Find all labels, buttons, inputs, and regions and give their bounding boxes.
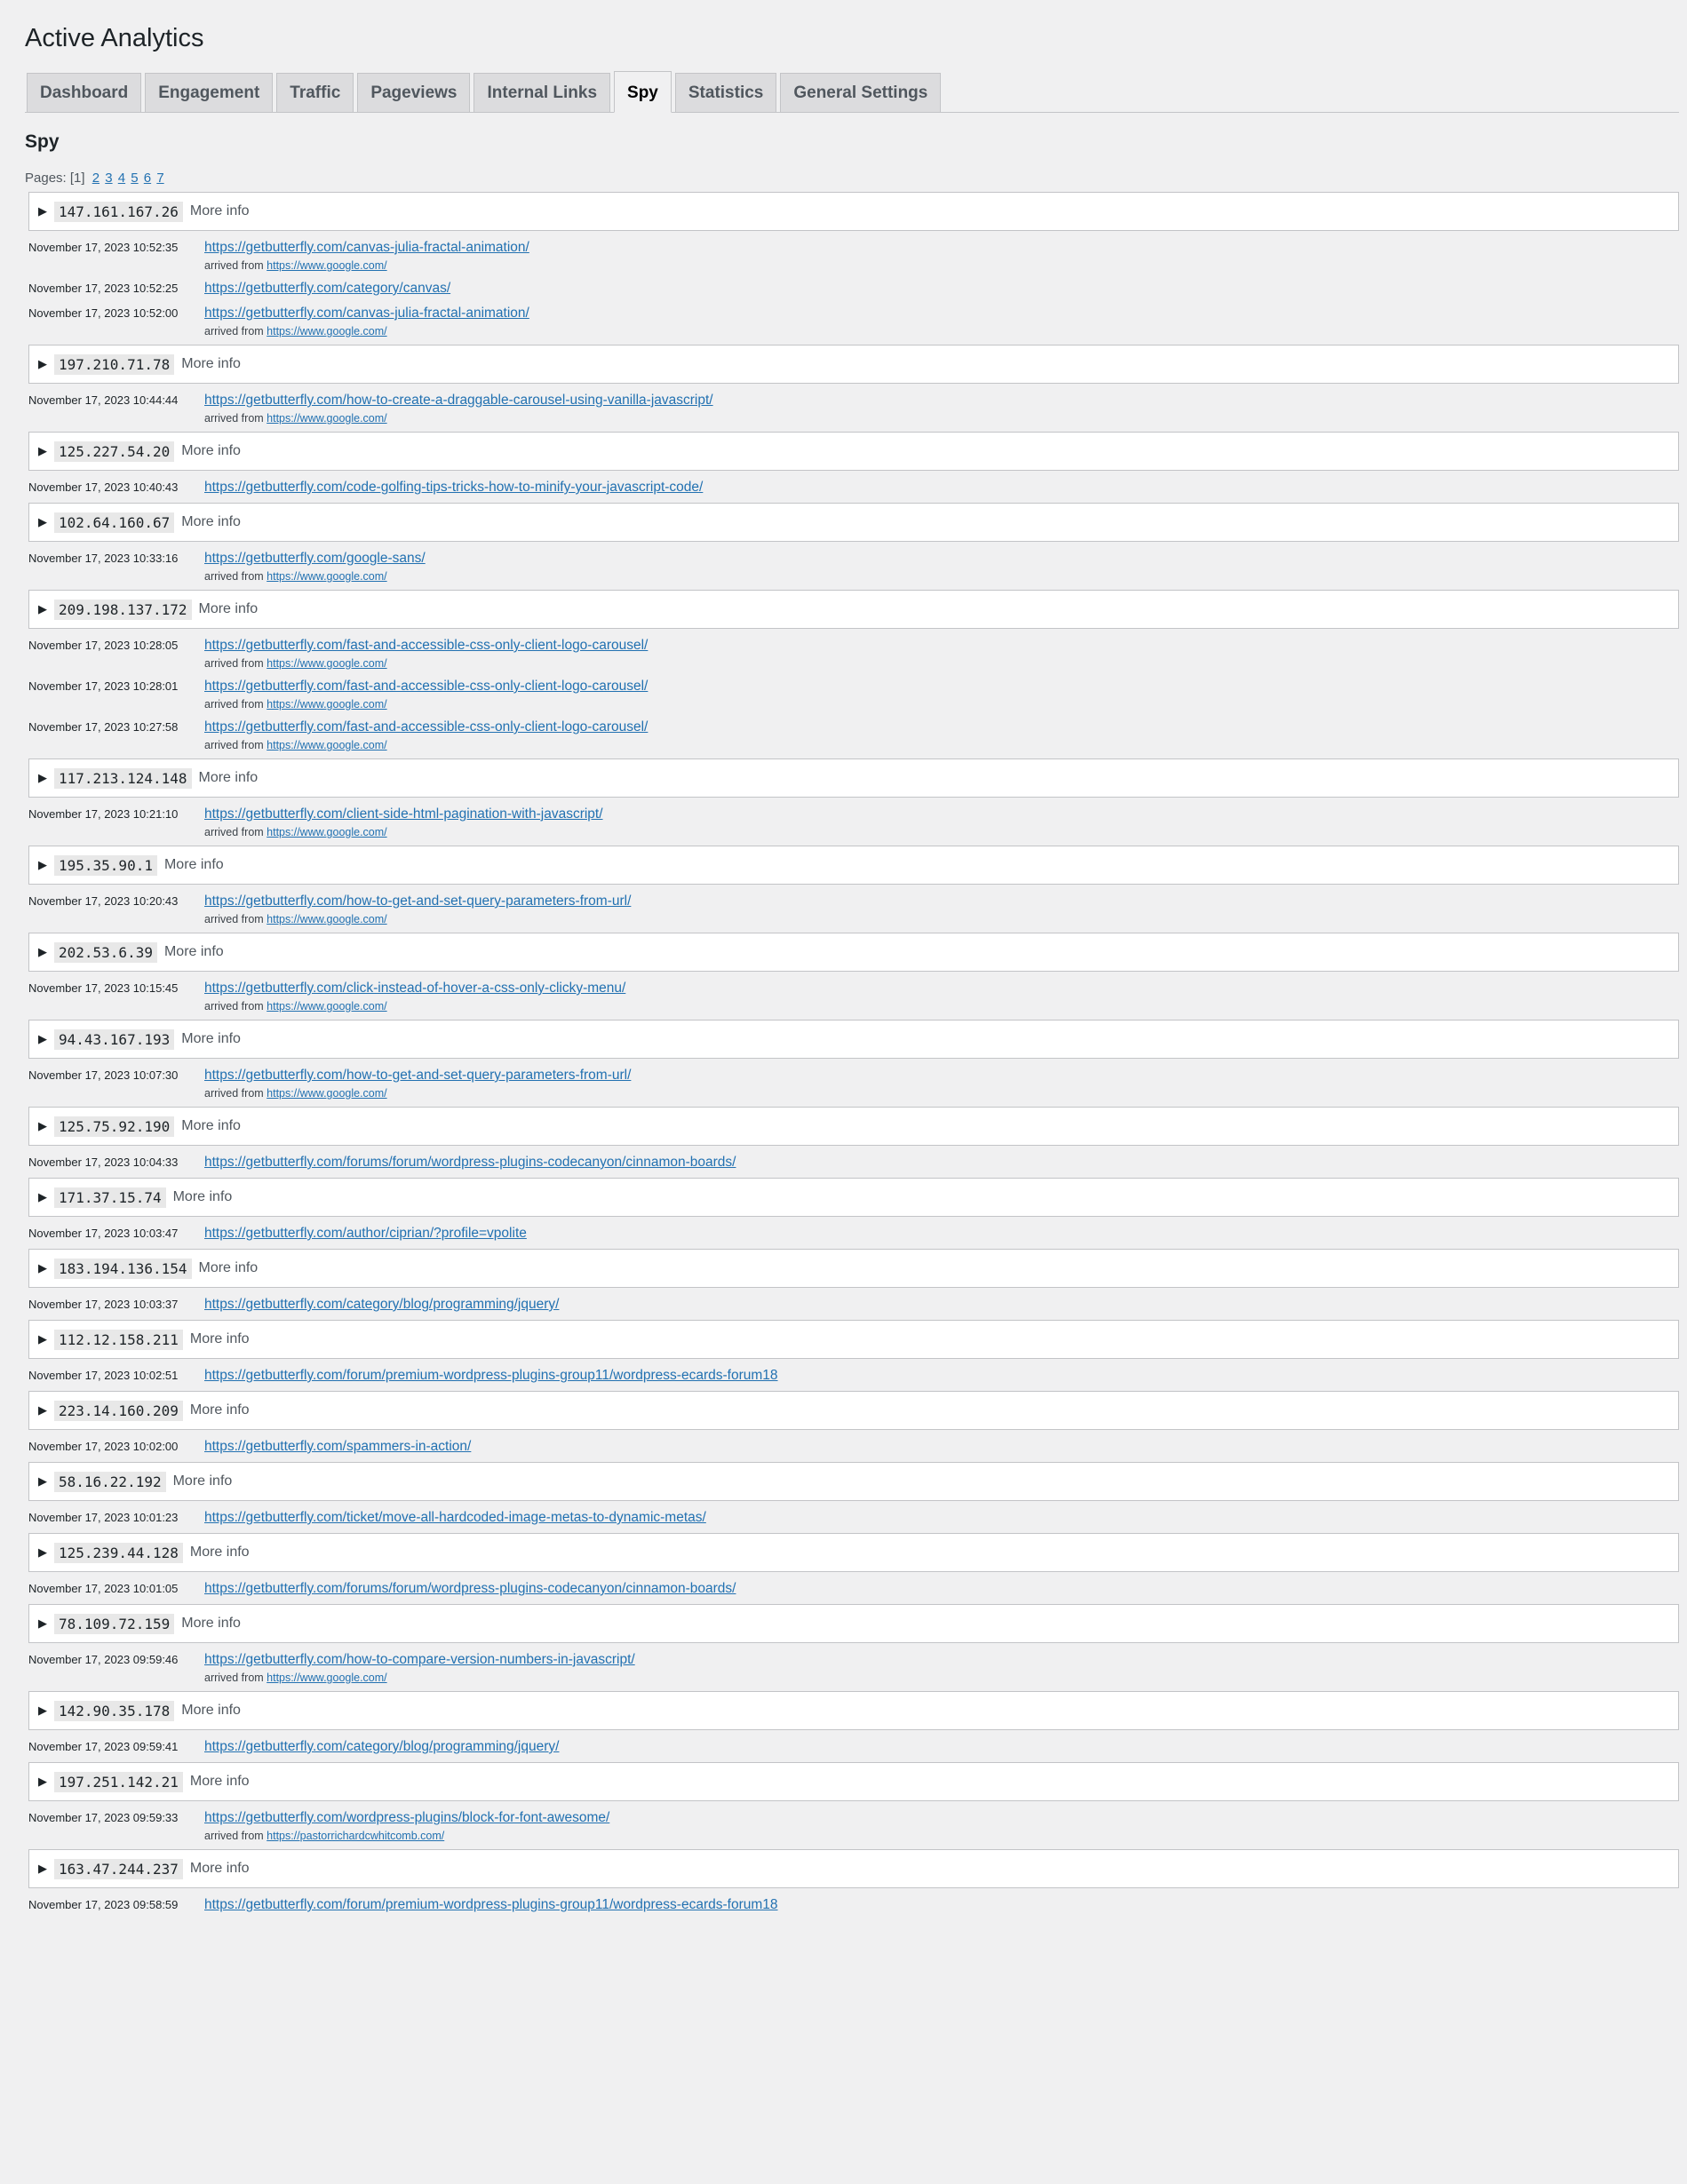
pagination-page-link[interactable]: 7 bbox=[156, 171, 164, 186]
pageview-row bbox=[25, 1295, 1679, 1314]
pagination bbox=[25, 171, 1679, 187]
visitor-summary-toggle[interactable] bbox=[28, 345, 1679, 384]
more-info-label: More info bbox=[198, 601, 259, 616]
visitor-summary-toggle[interactable] bbox=[28, 1020, 1679, 1059]
disclosure-triangle-icon: ▶ bbox=[38, 1775, 47, 1788]
pageview-row bbox=[25, 1737, 1679, 1757]
pageview-detail bbox=[204, 1808, 1679, 1844]
tab-internal-links[interactable]: Internal Links bbox=[473, 73, 610, 112]
pageview-row bbox=[25, 979, 1679, 1014]
pageview-timestamp: November 17, 2023 10:07:30 bbox=[28, 1068, 179, 1082]
pageview-detail bbox=[204, 718, 1679, 753]
referrer-line bbox=[204, 323, 1679, 339]
pageview-row bbox=[25, 238, 1679, 274]
referrer-link[interactable]: https://www.google.com/ bbox=[267, 698, 387, 711]
more-info-label: More info bbox=[181, 514, 241, 529]
disclosure-triangle-icon: ▶ bbox=[38, 1862, 47, 1875]
pageview-detail bbox=[204, 805, 1679, 840]
disclosure-triangle-icon: ▶ bbox=[38, 1032, 47, 1045]
referrer-link[interactable]: https://www.google.com/ bbox=[267, 1672, 387, 1684]
more-info-label: More info bbox=[189, 1402, 250, 1418]
visitor-summary-toggle[interactable] bbox=[28, 503, 1679, 542]
visitor-ip: 202.53.6.39 bbox=[54, 942, 157, 963]
pageview-row bbox=[25, 892, 1679, 927]
pageview-url-link[interactable]: https://getbutterfly.com/how-to-compare-version-numbers-in-javascript/ bbox=[204, 1652, 635, 1667]
pageview-detail bbox=[204, 1737, 1679, 1757]
more-info-label: More info bbox=[189, 203, 250, 218]
visitor-list bbox=[25, 192, 1679, 1915]
arrived-from-label: arrived from bbox=[204, 1830, 267, 1842]
visitor-ip: 102.64.160.67 bbox=[54, 512, 174, 533]
referrer-line bbox=[204, 824, 1679, 840]
visitor-ip: 125.227.54.20 bbox=[54, 441, 174, 462]
referrer-link[interactable]: https://www.google.com/ bbox=[267, 325, 387, 338]
disclosure-triangle-icon: ▶ bbox=[38, 1704, 47, 1717]
more-info-label: More info bbox=[163, 857, 224, 872]
visitor-ip: 171.37.15.74 bbox=[54, 1187, 166, 1208]
pageview-detail bbox=[204, 636, 1679, 671]
visitor-summary-toggle[interactable] bbox=[28, 1249, 1679, 1288]
pageview-row bbox=[25, 1437, 1679, 1457]
visitor-summary-toggle[interactable] bbox=[28, 1691, 1679, 1730]
visitor-ip: 163.47.244.237 bbox=[54, 1859, 183, 1879]
referrer-line bbox=[204, 655, 1679, 671]
disclosure-triangle-icon: ▶ bbox=[38, 357, 47, 370]
pageview-url-link[interactable]: https://getbutterfly.com/client-side-html-pagination-with-javascript/ bbox=[204, 806, 603, 822]
arrived-from-label: arrived from bbox=[204, 826, 267, 838]
disclosure-triangle-icon: ▶ bbox=[38, 1545, 47, 1559]
pageview-row bbox=[25, 1066, 1679, 1101]
disclosure-triangle-icon: ▶ bbox=[38, 444, 47, 457]
disclosure-triangle-icon: ▶ bbox=[38, 602, 47, 615]
disclosure-triangle-icon: ▶ bbox=[38, 1119, 47, 1132]
pageview-timestamp: November 17, 2023 10:52:00 bbox=[28, 306, 179, 320]
arrived-from-label: arrived from bbox=[204, 913, 267, 925]
pageview-timestamp: November 17, 2023 10:44:44 bbox=[28, 393, 179, 407]
tab-traffic[interactable]: Traffic bbox=[276, 73, 354, 112]
referrer-link[interactable]: https://www.google.com/ bbox=[267, 657, 387, 670]
arrived-from-label: arrived from bbox=[204, 1000, 267, 1013]
pageview-detail bbox=[204, 1895, 1679, 1915]
pageview-row bbox=[25, 1650, 1679, 1686]
pageview-url-link[interactable]: https://getbutterfly.com/ticket/move-all-hardcoded-image-metas-to-dynamic-metas/ bbox=[204, 1510, 706, 1525]
pageview-url-link[interactable]: https://getbutterfly.com/code-golfing-tips-tricks-how-to-minify-your-javascript-code/ bbox=[204, 480, 704, 495]
pageview-detail bbox=[204, 892, 1679, 927]
more-info-label: More info bbox=[181, 1118, 241, 1133]
arrived-from-label: arrived from bbox=[204, 412, 267, 425]
disclosure-triangle-icon: ▶ bbox=[38, 858, 47, 871]
pageview-timestamp: November 17, 2023 10:01:05 bbox=[28, 1582, 179, 1595]
pageview-detail bbox=[204, 1153, 1679, 1172]
pageview-url-link[interactable]: https://getbutterfly.com/forum/premium-wordpress-plugins-group11/wordpress-ecards-forum18 bbox=[204, 1368, 778, 1383]
pageview-url-link[interactable]: https://getbutterfly.com/category/blog/programming/jquery/ bbox=[204, 1297, 560, 1312]
pageview-url-link[interactable]: https://getbutterfly.com/click-instead-of-hover-a-css-only-clicky-menu/ bbox=[204, 981, 626, 996]
visitor-ip: 142.90.35.178 bbox=[54, 1701, 174, 1721]
pageview-row bbox=[25, 279, 1679, 298]
visitor-ip: 197.210.71.78 bbox=[54, 354, 174, 375]
pagination-current: [1] bbox=[69, 171, 85, 186]
pageview-timestamp: November 17, 2023 10:02:00 bbox=[28, 1440, 179, 1453]
pageview-url-link[interactable]: https://getbutterfly.com/canvas-julia-fractal-animation/ bbox=[204, 240, 529, 255]
pageview-url-link[interactable]: https://getbutterfly.com/category/blog/programming/jquery/ bbox=[204, 1739, 560, 1754]
visitor-summary-toggle[interactable] bbox=[28, 933, 1679, 972]
visitor-ip: 58.16.22.192 bbox=[54, 1472, 166, 1492]
visitor-ip: 197.251.142.21 bbox=[54, 1772, 183, 1792]
arrived-from-label: arrived from bbox=[204, 739, 267, 751]
more-info-label: More info bbox=[172, 1189, 233, 1204]
more-info-label: More info bbox=[198, 770, 259, 785]
referrer-link[interactable]: https://www.google.com/ bbox=[267, 412, 387, 425]
pagination-label: Pages: bbox=[25, 171, 67, 186]
pageview-url-link[interactable]: https://getbutterfly.com/author/ciprian/?profile=vpolite bbox=[204, 1226, 527, 1241]
disclosure-triangle-icon: ▶ bbox=[38, 771, 47, 784]
pageview-timestamp: November 17, 2023 10:52:35 bbox=[28, 241, 179, 254]
arrived-from-label: arrived from bbox=[204, 1087, 267, 1100]
referrer-line bbox=[204, 696, 1679, 712]
arrived-from-label: arrived from bbox=[204, 570, 267, 583]
pageview-timestamp: November 17, 2023 10:40:43 bbox=[28, 480, 179, 494]
referrer-line bbox=[204, 1085, 1679, 1101]
pageview-row bbox=[25, 1153, 1679, 1172]
visitor-ip: 209.198.137.172 bbox=[54, 600, 192, 620]
tab-statistics[interactable]: Statistics bbox=[675, 73, 776, 112]
more-info-label: More info bbox=[172, 1473, 233, 1489]
referrer-line bbox=[204, 1828, 1679, 1844]
pagination-page-link[interactable]: 5 bbox=[131, 171, 139, 186]
pageview-detail bbox=[204, 1366, 1679, 1386]
pageview-row bbox=[25, 1579, 1679, 1599]
page-wrap bbox=[25, 0, 1679, 1920]
pageview-timestamp: November 17, 2023 10:20:43 bbox=[28, 894, 179, 908]
pageview-row bbox=[25, 1366, 1679, 1386]
pageview-detail bbox=[204, 979, 1679, 1014]
pageview-row bbox=[25, 391, 1679, 426]
pagination-page-link[interactable]: 2 bbox=[92, 171, 100, 186]
more-info-label: More info bbox=[181, 356, 241, 371]
visitor-summary-toggle[interactable] bbox=[28, 846, 1679, 885]
pageview-detail bbox=[204, 478, 1679, 497]
pageview-timestamp: November 17, 2023 10:02:51 bbox=[28, 1369, 179, 1382]
disclosure-triangle-icon: ▶ bbox=[38, 1332, 47, 1346]
disclosure-triangle-icon: ▶ bbox=[38, 204, 47, 218]
more-info-label: More info bbox=[189, 1861, 250, 1876]
referrer-link[interactable]: https://www.google.com/ bbox=[267, 1000, 387, 1013]
more-info-label: More info bbox=[181, 1616, 241, 1631]
referrer-link[interactable]: https://www.google.com/ bbox=[267, 913, 387, 925]
pageview-url-link[interactable]: https://getbutterfly.com/fast-and-accessible-css-only-client-logo-carousel/ bbox=[204, 679, 649, 694]
app-title: Active Analytics bbox=[25, 24, 204, 52]
tab-spy[interactable]: Spy bbox=[614, 71, 672, 113]
tab-general-settings[interactable]: General Settings bbox=[780, 73, 941, 112]
pageview-timestamp: November 17, 2023 09:59:41 bbox=[28, 1740, 179, 1753]
pageview-row bbox=[25, 478, 1679, 497]
pageview-url-link[interactable]: https://getbutterfly.com/how-to-get-and-set-query-parameters-from-url/ bbox=[204, 1068, 632, 1083]
tab-bar bbox=[25, 70, 1679, 113]
pageview-url-link[interactable]: https://getbutterfly.com/how-to-get-and-set-query-parameters-from-url/ bbox=[204, 893, 632, 909]
pagination-page-link[interactable]: 6 bbox=[143, 171, 152, 186]
visitor-summary-toggle[interactable] bbox=[28, 1178, 1679, 1217]
pageview-detail bbox=[204, 238, 1679, 274]
visitor-summary-toggle[interactable] bbox=[28, 192, 1679, 231]
disclosure-triangle-icon: ▶ bbox=[38, 1474, 47, 1488]
referrer-line bbox=[204, 911, 1679, 927]
pageview-row bbox=[25, 1508, 1679, 1528]
referrer-line bbox=[204, 737, 1679, 753]
pageview-timestamp: November 17, 2023 09:59:33 bbox=[28, 1811, 179, 1824]
visitor-ip: 223.14.160.209 bbox=[54, 1401, 183, 1421]
pageview-row bbox=[25, 805, 1679, 840]
disclosure-triangle-icon: ▶ bbox=[38, 1616, 47, 1630]
visitor-ip: 195.35.90.1 bbox=[54, 855, 157, 876]
tab-pageviews[interactable]: Pageviews bbox=[357, 73, 470, 112]
disclosure-triangle-icon: ▶ bbox=[38, 1190, 47, 1203]
pageview-timestamp: November 17, 2023 10:01:23 bbox=[28, 1511, 179, 1524]
pageview-url-link[interactable]: https://getbutterfly.com/canvas-julia-fractal-animation/ bbox=[204, 306, 529, 321]
more-info-label: More info bbox=[181, 1703, 241, 1718]
pageview-timestamp: November 17, 2023 10:27:58 bbox=[28, 720, 179, 734]
pageview-url-link[interactable]: https://getbutterfly.com/forum/premium-wordpress-plugins-group11/wordpress-ecards-forum18 bbox=[204, 1897, 778, 1912]
visitor-ip: 78.109.72.159 bbox=[54, 1614, 174, 1634]
pageview-detail bbox=[204, 549, 1679, 584]
pageview-timestamp: November 17, 2023 09:58:59 bbox=[28, 1898, 179, 1911]
pageview-detail bbox=[204, 391, 1679, 426]
pageview-row bbox=[25, 718, 1679, 753]
pageview-url-link[interactable]: https://getbutterfly.com/fast-and-accessible-css-only-client-logo-carousel/ bbox=[204, 638, 649, 653]
visitor-summary-toggle[interactable] bbox=[28, 590, 1679, 629]
pageview-detail bbox=[204, 1650, 1679, 1686]
more-info-label: More info bbox=[198, 1260, 259, 1275]
disclosure-triangle-icon: ▶ bbox=[38, 1403, 47, 1417]
pageview-detail bbox=[204, 1437, 1679, 1457]
referrer-line bbox=[204, 258, 1679, 274]
more-info-label: More info bbox=[189, 1545, 250, 1560]
pageview-url-link[interactable]: https://getbutterfly.com/fast-and-accessible-css-only-client-logo-carousel/ bbox=[204, 719, 649, 735]
more-info-label: More info bbox=[181, 443, 241, 458]
visitor-summary-toggle[interactable] bbox=[28, 1604, 1679, 1643]
more-info-label: More info bbox=[189, 1331, 250, 1346]
referrer-link[interactable]: https://pastorrichardcwhitcomb.com/ bbox=[267, 1830, 445, 1842]
tab-engagement[interactable]: Engagement bbox=[145, 73, 273, 112]
pageview-row bbox=[25, 636, 1679, 671]
pageview-timestamp: November 17, 2023 10:03:37 bbox=[28, 1298, 179, 1311]
visitor-ip: 147.161.167.26 bbox=[54, 202, 183, 222]
referrer-line bbox=[204, 568, 1679, 584]
pageview-url-link[interactable]: https://getbutterfly.com/spammers-in-action/ bbox=[204, 1439, 472, 1454]
pageview-timestamp: November 17, 2023 10:28:05 bbox=[28, 639, 179, 652]
pageview-detail bbox=[204, 677, 1679, 712]
visitor-ip: 112.12.158.211 bbox=[54, 1330, 183, 1350]
referrer-link[interactable]: https://www.google.com/ bbox=[267, 1087, 387, 1100]
referrer-line bbox=[204, 410, 1679, 426]
pageview-row bbox=[25, 304, 1679, 339]
pageview-timestamp: November 17, 2023 10:28:01 bbox=[28, 679, 179, 693]
pageview-url-link[interactable]: https://getbutterfly.com/forums/forum/wordpress-plugins-codecanyon/cinnamon-boards/ bbox=[204, 1581, 736, 1596]
arrived-from-label: arrived from bbox=[204, 259, 267, 272]
more-info-label: More info bbox=[163, 944, 224, 959]
pageview-timestamp: November 17, 2023 10:52:25 bbox=[28, 282, 179, 295]
visitor-summary-toggle[interactable] bbox=[28, 1391, 1679, 1430]
visitor-ip: 125.239.44.128 bbox=[54, 1543, 183, 1563]
pageview-detail bbox=[204, 1579, 1679, 1599]
pageview-row bbox=[25, 549, 1679, 584]
pageview-timestamp: November 17, 2023 10:04:33 bbox=[28, 1156, 179, 1169]
disclosure-triangle-icon: ▶ bbox=[38, 1261, 47, 1275]
visitor-summary-toggle[interactable] bbox=[28, 758, 1679, 798]
pageview-row bbox=[25, 677, 1679, 712]
pageview-detail bbox=[204, 304, 1679, 339]
pageview-url-link[interactable]: https://getbutterfly.com/forums/forum/wordpress-plugins-codecanyon/cinnamon-boards/ bbox=[204, 1155, 736, 1170]
pageview-row bbox=[25, 1895, 1679, 1915]
pageview-timestamp: November 17, 2023 10:21:10 bbox=[28, 807, 179, 821]
pageview-timestamp: November 17, 2023 10:33:16 bbox=[28, 552, 179, 565]
visitor-summary-toggle[interactable] bbox=[28, 1462, 1679, 1501]
pageview-detail bbox=[204, 279, 1679, 298]
more-info-label: More info bbox=[181, 1031, 241, 1046]
tab-dashboard[interactable]: Dashboard bbox=[27, 73, 141, 112]
referrer-link[interactable]: https://www.google.com/ bbox=[267, 570, 387, 583]
visitor-ip: 125.75.92.190 bbox=[54, 1116, 174, 1137]
visitor-summary-toggle[interactable] bbox=[28, 1320, 1679, 1359]
referrer-link[interactable]: https://www.google.com/ bbox=[267, 259, 387, 272]
disclosure-triangle-icon: ▶ bbox=[38, 945, 47, 958]
visitor-ip: 183.194.136.154 bbox=[54, 1259, 192, 1279]
pageview-detail bbox=[204, 1508, 1679, 1528]
visitor-summary-toggle[interactable] bbox=[28, 1107, 1679, 1146]
referrer-link[interactable]: https://www.google.com/ bbox=[267, 739, 387, 751]
disclosure-triangle-icon: ▶ bbox=[38, 515, 47, 528]
more-info-label: More info bbox=[189, 1774, 250, 1789]
pagination-page-link[interactable]: 4 bbox=[117, 171, 126, 186]
visitor-summary-toggle[interactable] bbox=[28, 1762, 1679, 1801]
pagination-page-link[interactable]: 3 bbox=[105, 171, 113, 186]
visitor-summary-toggle[interactable] bbox=[28, 432, 1679, 471]
pageview-url-link[interactable]: https://getbutterfly.com/category/canvas/ bbox=[204, 281, 451, 296]
visitor-ip: 94.43.167.193 bbox=[54, 1029, 174, 1050]
pageview-timestamp: November 17, 2023 10:03:47 bbox=[28, 1227, 179, 1240]
pageview-url-link[interactable]: https://getbutterfly.com/google-sans/ bbox=[204, 551, 426, 566]
pageview-timestamp: November 17, 2023 10:15:45 bbox=[28, 981, 179, 995]
pageview-url-link[interactable]: https://getbutterfly.com/wordpress-plugins/block-for-font-awesome/ bbox=[204, 1810, 610, 1825]
pageview-detail bbox=[204, 1066, 1679, 1101]
arrived-from-label: arrived from bbox=[204, 325, 267, 338]
pageview-timestamp: November 17, 2023 09:59:46 bbox=[28, 1653, 179, 1666]
visitor-ip: 117.213.124.148 bbox=[54, 768, 192, 789]
section-title: Spy bbox=[25, 131, 60, 152]
pageview-url-link[interactable]: https://getbutterfly.com/how-to-create-a-draggable-carousel-using-vanilla-javascript/ bbox=[204, 393, 713, 408]
pageview-row bbox=[25, 1808, 1679, 1844]
arrived-from-label: arrived from bbox=[204, 1672, 267, 1684]
referrer-line bbox=[204, 1670, 1679, 1686]
pageview-detail bbox=[204, 1295, 1679, 1314]
referrer-line bbox=[204, 998, 1679, 1014]
arrived-from-label: arrived from bbox=[204, 657, 267, 670]
arrived-from-label: arrived from bbox=[204, 698, 267, 711]
referrer-link[interactable]: https://www.google.com/ bbox=[267, 826, 387, 838]
visitor-summary-toggle[interactable] bbox=[28, 1849, 1679, 1888]
pageview-row bbox=[25, 1224, 1679, 1243]
visitor-summary-toggle[interactable] bbox=[28, 1533, 1679, 1572]
pageview-detail bbox=[204, 1224, 1679, 1243]
